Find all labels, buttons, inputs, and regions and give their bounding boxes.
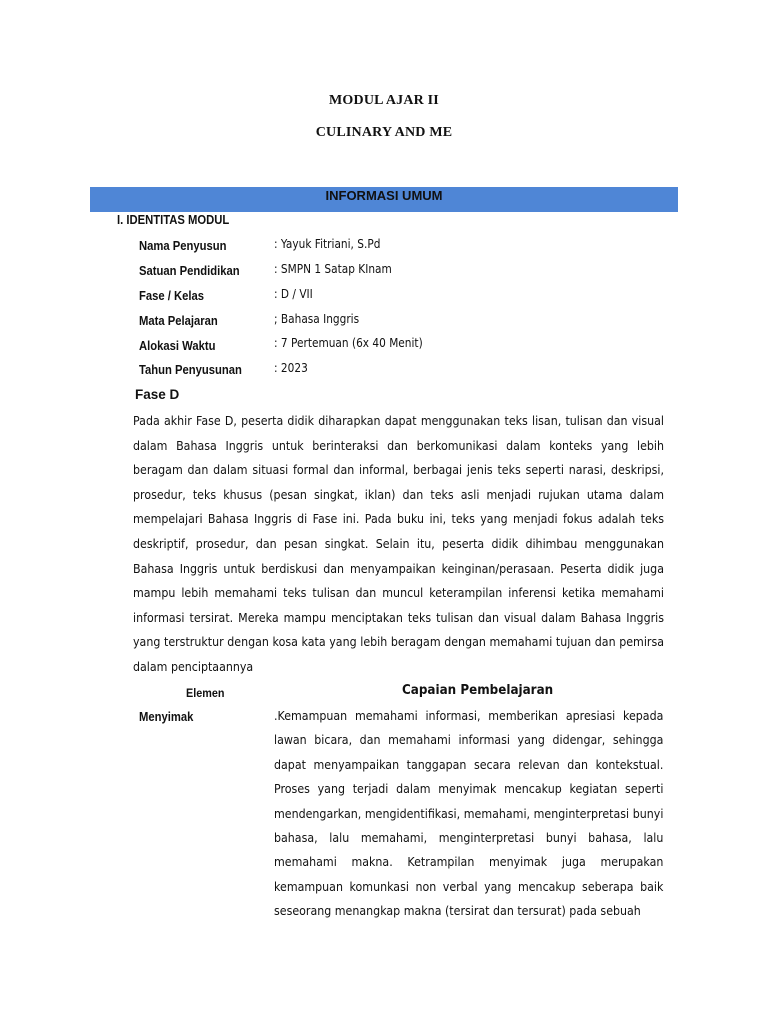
identitas-label: Nama Penyusun xyxy=(139,239,227,253)
identitas-value: ; Bahasa Inggris xyxy=(274,312,360,326)
column-header-capaian: Capaian Pembelajaran xyxy=(402,683,554,698)
table-row-elemen: Menyimak xyxy=(139,710,194,724)
column-header-elemen: Elemen xyxy=(186,686,225,700)
module-title: MODUL AJAR II xyxy=(329,93,439,108)
fase-paragraph: Pada akhir Fase D, peserta didik diharapkan dapat menggunakan teks lisan, tulisan dan visual dalam Bahasa Inggris untuk berinteraksi dan berkomunikasi dalam konteks yang lebih beragam dan dalam situasi formal dan informal, berbagai jenis teks seperti narasi, deskripsi, prosedur, teks khusus (pesan singkat, iklan) dan teks asli menjadi rujukan utama dalam mempelajari Bahasa Inggris di Fase ini. Pada buku ini, teks yang menjadi fokus adalah teks deskriptif, prosedur, dan pesan singkat. Selain itu, peserta didik dihimbau menggunakan Bahasa Inggris untuk berdiskusi dan menyampaikan keinginan/perasaan. Peserta didik juga mampu lebih memahami teks tulisan dan muncul keterampilan inferensi ketika memahami informasi tersirat. Mereka mampu menciptakan teks tulisan dan visual dalam Bahasa Inggris yang terstruktur dengan kosa kata yang lebih beragam dengan memahami tujuan dan pemirsa dalam penciptaannya xyxy=(133,413,664,674)
table-row-capaian: .Kemampuan memahami informasi, memberikan apresiasi kepada lawan bicara, dan memahami informasi yang didengar, sehingga dapat menyampaikan tanggapan secara relevan dan kontekstual. Proses yang terjadi dalam menyimak mencakup kegiatan seperti mendengarkan, mengidentifikasi, memahami, menginterpretasi bunyi bahasa, lalu memahami, menginterpretasi bunyi bahasa, lalu memahami makna. Ketrampilan menyimak juga merupakan kemampuan komunkasi non verbal yang mencakup seberapa baik seseorang menangkap makna (tersirat dan tersurat) pada sebuah xyxy=(274,708,664,919)
module-subtitle: CULINARY AND ME xyxy=(315,125,453,140)
section-banner: INFORMASI UMUM xyxy=(90,187,678,212)
identitas-label: Satuan Pendidikan xyxy=(139,264,240,278)
identitas-value: : Yayuk Fitriani, S.Pd xyxy=(274,237,381,251)
identitas-label: Mata Pelajaran xyxy=(139,314,218,328)
identitas-value: : 2023 xyxy=(274,361,308,375)
identitas-heading: I. IDENTITAS MODUL xyxy=(117,213,230,227)
fase-heading: Fase D xyxy=(135,387,180,402)
identitas-value: : D / VII xyxy=(274,287,313,301)
identitas-label: Alokasi Waktu xyxy=(139,339,216,353)
identitas-label: Tahun Penyusunan xyxy=(139,363,242,377)
identitas-value: : 7 Pertemuan (6x 40 Menit) xyxy=(274,336,423,350)
identitas-value: : SMPN 1 Satap KInam xyxy=(274,262,392,276)
identitas-label: Fase / Kelas xyxy=(139,289,205,303)
